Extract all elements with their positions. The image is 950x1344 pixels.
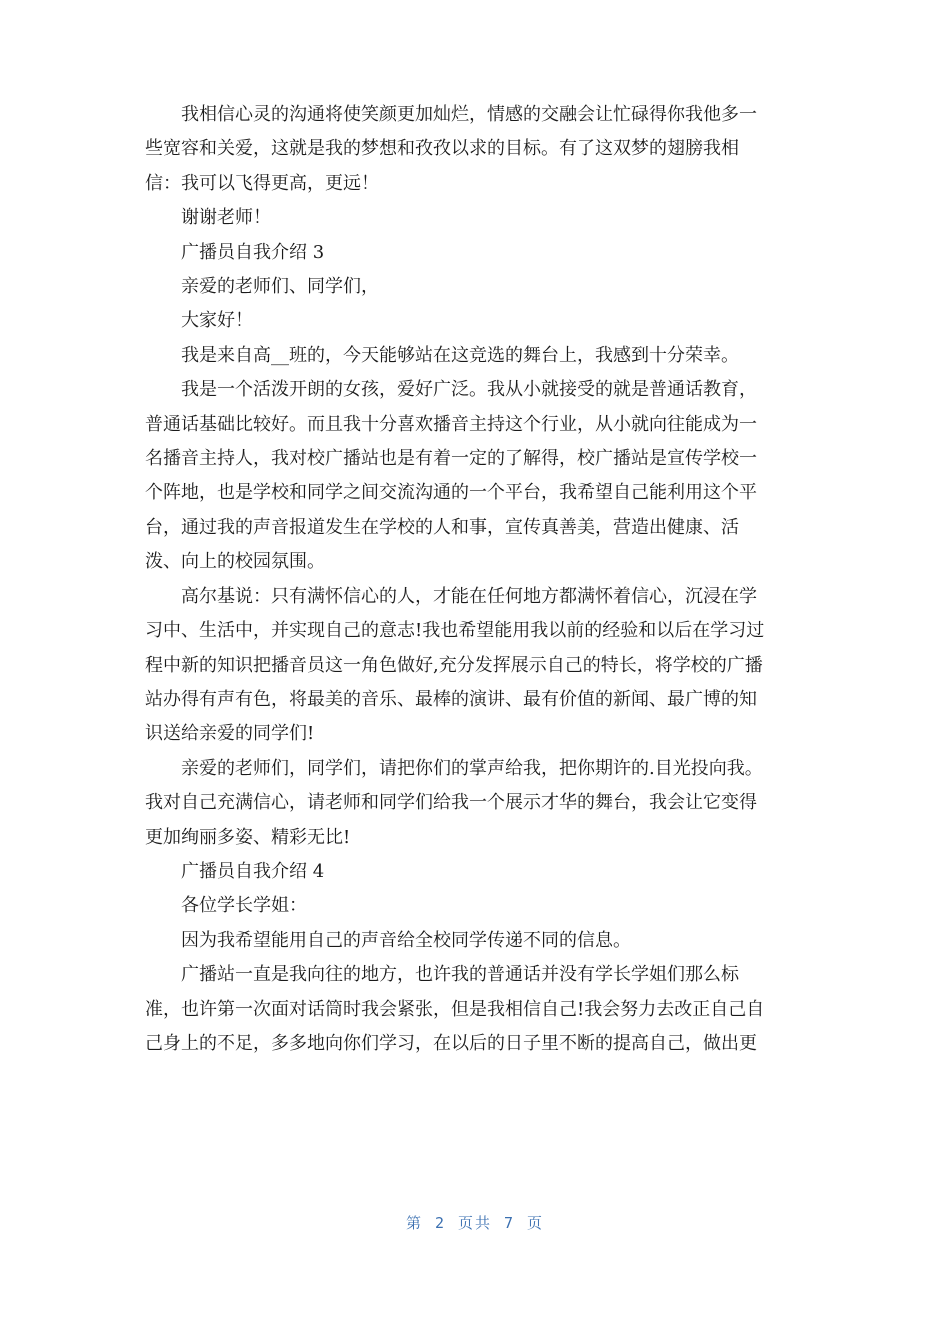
page-footer [0,1212,950,1233]
paragraph [145,304,807,338]
paragraph-line: 信：我可以飞得更高，更远！ [145,172,379,194]
paragraph-line: 泼、向上的校园氛围。 [145,551,325,573]
footer-page-number: 2 [434,1214,446,1232]
paragraph-line: 站办得有声有色，将最美的音乐、最棒的演讲、最有价值的新闻、最广博的知 [145,688,757,710]
paragraph-line: 名播音主持人，我对校广播站也是有着一定的了解得，校广播站是宣传学校一 [145,448,757,470]
paragraph-line: 我是来自高__班的，今天能够站在这竞选的舞台上，我感到十分荣幸。 [181,344,739,366]
paragraph-line: 些宽容和关爱，这就是我的梦想和孜孜以求的目标。有了这双梦的翅膀我相 [145,138,739,160]
paragraph-line: 识送给亲爱的同学们! [145,723,315,745]
paragraph-line: 程中新的知识把播音员这一角色做好,充分发挥展示自己的特长，将学校的广播 [145,654,763,676]
paragraph-line: 因为我希望能用自己的声音给全校同学传递不同的信息。 [181,929,631,951]
paragraph-line: 更加绚丽多姿、精彩无比! [145,826,351,848]
paragraph-line: 习中、生活中，并实现自己的意志!我也希望能用我以前的经验和以后在学习过 [145,620,765,642]
paragraph-line: 高尔基说：只有满怀信心的人，才能在任何地方都满怀着信心，沉浸在学 [181,585,757,607]
paragraph-line: 我对自己充满信心，请老师和同学们给我一个展示才华的舞台，我会让它变得 [145,792,757,814]
paragraph [145,889,807,923]
paragraph-line: 各位学长学姐： [181,895,307,917]
document-body [145,98,807,1061]
paragraph-line: 广播站一直是我向往的地方，也许我的普通话并没有学长学姐们那么标 [181,964,739,986]
paragraph-line: 准，也许第一次面对话筒时我会紧张，但是我相信自己!我会努力去改正自己自 [145,998,765,1020]
footer-suffix: 页 [527,1214,545,1232]
paragraph-line: 广播员自我介绍 3 [181,241,325,263]
paragraph [145,373,807,579]
paragraph-line: 谢谢老师！ [181,207,271,229]
paragraph [145,98,807,201]
paragraph [145,924,807,958]
paragraph-line: 大家好！ [181,310,253,332]
paragraph [145,855,807,889]
paragraph-line: 普通话基础比较好。而且我十分喜欢播音主持这个行业，从小就向往能成为一 [145,413,757,435]
paragraph-line: 台，通过我的声音报道发生在学校的人和事，宣传真善美，营造出健康、活 [145,516,739,538]
paragraph [145,752,807,855]
paragraph-line: 个阵地，也是学校和同学之间交流沟通的一个平台，我希望自己能利用这个平 [145,482,757,504]
footer-prefix: 第 [405,1214,423,1232]
paragraph [145,270,807,304]
paragraph-line: 亲爱的老师们，同学们，请把你们的掌声给我，把你期许的.目光投向我。 [181,757,763,779]
paragraph-line: 亲爱的老师们、同学们， [181,276,379,298]
paragraph [145,201,807,235]
paragraph-line: 己身上的不足，多多地向你们学习，在以后的日子里不断的提高自己，做出更 [145,1032,757,1054]
paragraph [145,236,807,270]
paragraph-line: 我相信心灵的沟通将使笑颜更加灿烂，情感的交融会让忙碌得你我他多一 [181,104,757,125]
footer-total-pages: 7 [504,1214,516,1232]
paragraph [145,958,807,1061]
footer-middle: 页共 [457,1214,492,1232]
paragraph-line: 我是一个活泼开朗的女孩，爱好广泛。我从小就接受的就是普通话教育， [181,379,757,401]
paragraph [145,339,807,373]
paragraph-line: 广播员自我介绍 4 [181,860,325,882]
paragraph [145,580,807,752]
